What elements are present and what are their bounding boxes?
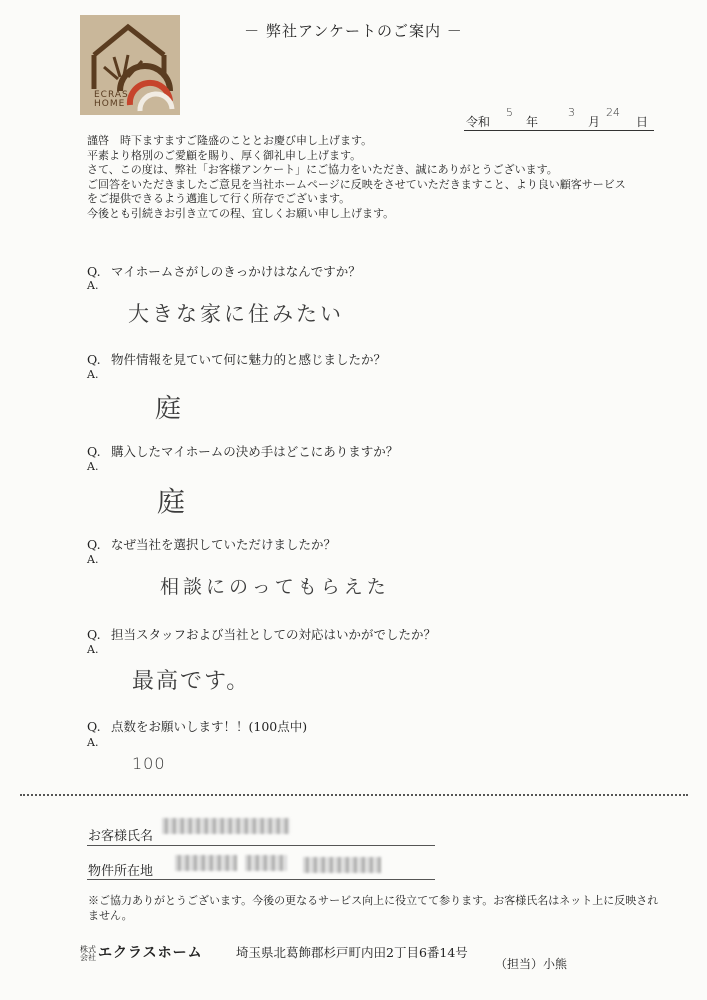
- property-address-redacted: [245, 855, 287, 871]
- a-prefix: A.: [87, 736, 99, 749]
- q-prefix: Q.: [87, 627, 101, 642]
- q-prefix: Q.: [87, 444, 101, 459]
- intro-line: さて、この度は、弊社「お客様アンケート」にご協力をいただき、誠にありがとうございます。: [87, 163, 558, 176]
- answer-1: 大きな家に住みたい: [128, 302, 344, 326]
- a-prefix: A.: [87, 553, 99, 566]
- q-prefix: Q.: [87, 719, 101, 734]
- date-day: 24: [606, 106, 620, 119]
- dotted-divider: [20, 794, 688, 796]
- answer-2: 庭: [155, 394, 182, 424]
- q-prefix: Q.: [87, 264, 101, 279]
- intro-line: をご提供できるよう邁進して行く所存でございます。: [87, 192, 351, 205]
- date-day-unit: 日: [636, 115, 649, 129]
- property-address-redacted: [303, 857, 381, 873]
- q-prefix: Q.: [87, 352, 101, 367]
- property-address-line: [87, 879, 435, 880]
- answer-3: 庭: [157, 485, 186, 518]
- intro-line: 平素より格別のご愛顧を賜り、厚く御礼申し上げます。: [87, 148, 362, 162]
- staff-name: 小熊: [543, 957, 568, 971]
- date-year: 5: [506, 106, 513, 119]
- date-month-unit: 月: [588, 115, 601, 129]
- question-text: マイホームさがしのきっかけはなんですか？: [111, 264, 361, 279]
- answer-6: 100: [132, 754, 166, 773]
- q-prefix: Q.: [87, 537, 101, 552]
- intro-line: 今後とも引続きお引き立ての程、宜しくお願い申し上げます。: [87, 206, 395, 220]
- date-year-unit: 年: [526, 115, 539, 129]
- staff-in-charge: [495, 955, 567, 972]
- intro-line: ご回答をいただきましたご意見を当社ホームページに反映をさせていただきますこと、より良い顧客サービス: [87, 177, 626, 191]
- question-6: [87, 717, 307, 735]
- property-address-label: 物件所在地: [88, 864, 154, 879]
- staff-label: （担当）: [495, 957, 544, 971]
- footnote: ※ご協力ありがとうございます。今後の更なるサービス向上に役立てて参ります。お客様氏名はネット上に反映されません。: [88, 894, 659, 922]
- company-name: エクラスホーム: [98, 945, 203, 961]
- property-address-redacted: [175, 855, 237, 871]
- question-5: [87, 625, 436, 643]
- customer-name-redacted: [162, 818, 290, 834]
- a-prefix: A.: [87, 368, 99, 381]
- company-type-prefix: 株式 会社: [80, 945, 96, 962]
- question-2: [87, 350, 386, 368]
- a-prefix: A.: [87, 460, 99, 473]
- question-text: 物件情報を見ていて何に魅力的と感じましたか？: [111, 352, 387, 367]
- a-prefix: A.: [87, 279, 99, 292]
- question-text: なぜ当社を選択していただけましたか？: [111, 537, 337, 552]
- question-text: 点数をお願いします！！(100点中): [111, 719, 308, 734]
- intro-paragraph: [87, 134, 667, 221]
- answer-5: 最高です。: [132, 669, 251, 694]
- intro-line: 謹啓 時下ますますご隆盛のこととお慶び申し上げます。: [87, 134, 373, 147]
- question-text: 購入したマイホームの決め手はどこにありますか？: [111, 444, 399, 459]
- logo-text: ECRAS HOME: [94, 90, 129, 109]
- document-title: － 弊社アンケートのご案内 －: [244, 22, 463, 40]
- question-1: [87, 262, 361, 280]
- customer-name-label: お客様氏名: [88, 829, 154, 844]
- customer-name-line: [87, 845, 435, 846]
- answer-4: 相談にのってもらえた: [160, 576, 390, 598]
- a-prefix: A.: [87, 643, 99, 656]
- date-month: 3: [568, 106, 575, 119]
- question-4: [87, 535, 336, 553]
- date-line: [464, 108, 654, 131]
- question-text: 担当スタッフおよび当社としての対応はいかがでしたか？: [111, 627, 437, 642]
- date-era: 令和: [466, 115, 491, 129]
- question-3: [87, 442, 398, 460]
- company-address: 埼玉県北葛飾郡杉戸町内田2丁目6番14号: [236, 945, 468, 960]
